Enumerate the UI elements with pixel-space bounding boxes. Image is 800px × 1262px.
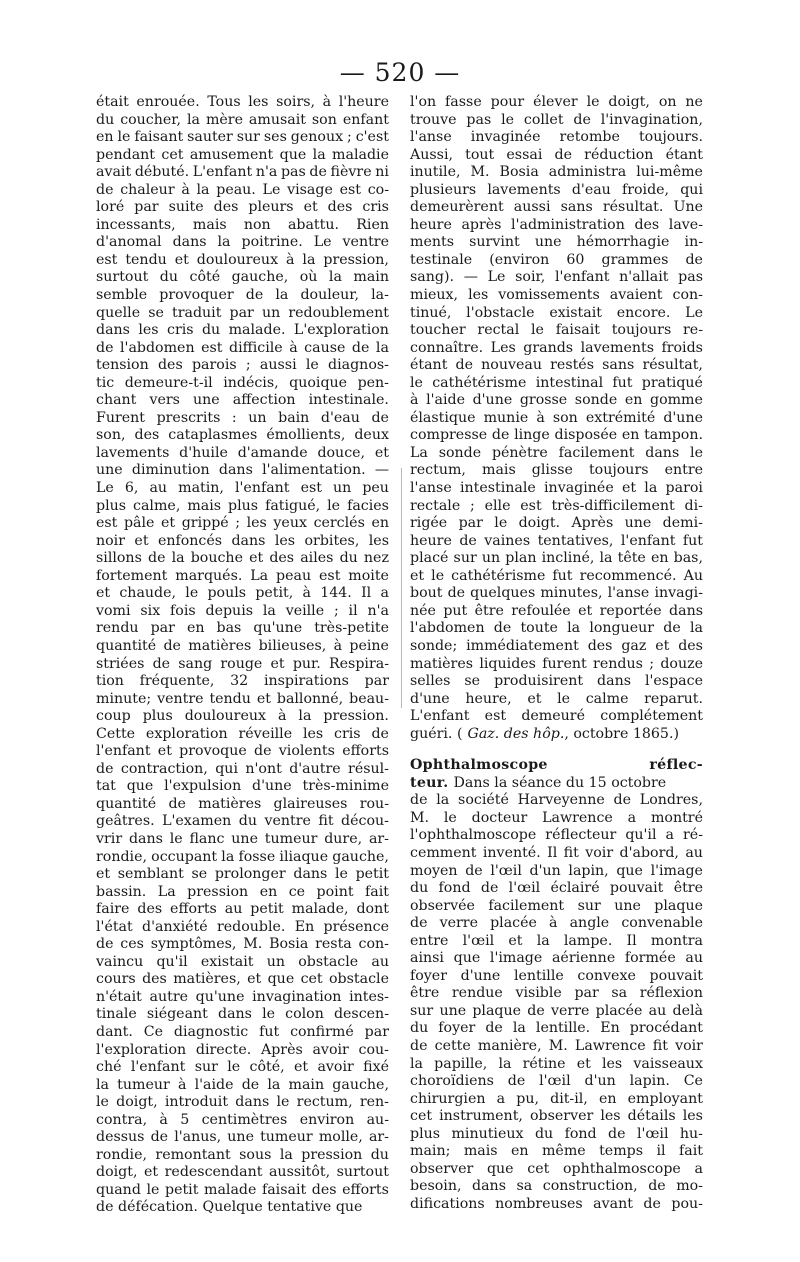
text-line: connaître. Les grands lavements froids [410, 339, 703, 356]
text-line: rendu par en bas qu'une très-petite [96, 620, 389, 637]
text-line: est pâle et grippé ; les yeux cerclés en [96, 515, 389, 532]
text-line: plusieurs lavements d'eau froide, qui [410, 181, 703, 198]
text-line: rectum, mais glisse toujours entre [410, 462, 703, 479]
text-line: ainsi que l'image aérienne formée au [410, 950, 703, 967]
text-line: l'abdomen de toute la longueur de la [410, 620, 703, 637]
text-line: foyer d'une lentille convexe pouvait [410, 967, 703, 984]
text-line: de chaleur à la peau. Le visage est co- [96, 181, 389, 198]
text-line: rondie, occupant la fosse iliaque gauche, [96, 848, 389, 865]
text-line: rondie, remontant sous la pression du [96, 1146, 389, 1163]
text-line: bassin. La pression en ce point fait [96, 883, 389, 900]
text-line: quelle se traduit par un redoublement [96, 304, 389, 321]
text-line: demeurèrent aussi sans résultat. Une [410, 199, 703, 216]
text-line: observée facilement sur une plaque [410, 897, 703, 914]
text-line: inutile, M. Bosia administra lui-même [410, 164, 703, 181]
text-line: une diminution dans l'alimentation. — [96, 462, 389, 479]
text-line: et chaude, le pouls petit, à 144. Il a [96, 585, 389, 602]
text-line: selles se produisirent dans l'espace [410, 673, 703, 690]
text-line: de la société Harveyenne de Londres, [410, 792, 703, 809]
text-line: et le cathétérisme fut recommencé. Au [410, 567, 703, 584]
text-line: l'anse intestinale invaginée et la paroi [410, 480, 703, 497]
text-line: tension des parois ; aussi le diagnos- [96, 357, 389, 374]
heading-title-part1: Ophthalmoscope [410, 757, 548, 774]
text-line: dans les cris du malade. L'exploration [96, 322, 389, 339]
text-line: élastique munie à son extrémité d'une [410, 409, 703, 426]
text-line: l'enfant et provoque de violents efforts [96, 743, 389, 760]
text-line: observer que cet ophthalmoscope a [410, 1160, 703, 1177]
text-line: quand le petit malade faisait des efforts [96, 1181, 389, 1198]
text-line: L'enfant est demeuré complétement [410, 708, 703, 725]
heading-lead-line [410, 775, 703, 793]
text-line: tat que l'expulsion d'une très-minime [96, 778, 389, 795]
text-line: l'on fasse pour élever le doigt, on ne [410, 94, 703, 110]
text-line: tinué, l'obstacle existait encore. Le [410, 304, 703, 321]
text-line: en le faisant sauter sur ses genoux ; c'est [96, 129, 389, 146]
citation-prefix: guéri. ( [410, 725, 463, 742]
text-line: La sonde pénètre facilement dans le [410, 444, 703, 461]
text-line: minute; ventre tendu et ballonné, beau- [96, 690, 389, 707]
text-line: Le 6, au matin, l'enfant est un peu [96, 480, 389, 497]
text-line: heure après l'administration des lave- [410, 216, 703, 233]
text-line: striées de sang rouge et pur. Respira- [96, 655, 389, 672]
text-line: l'état d'anxiété redouble. En présence [96, 918, 389, 935]
text-line: n'était autre qu'une invagination intes- [96, 988, 389, 1005]
section-heading [410, 757, 703, 775]
text-line: de défécation. Quelque tentative que [96, 1199, 363, 1216]
text-line: de contraction, qui n'ont d'autre résul- [96, 760, 389, 777]
heading-title-part3: teur. [410, 774, 449, 791]
text-line: sonde; immédiatement des gaz et des [410, 637, 703, 654]
text-line: entre l'œil et la lampe. Il montra [410, 932, 703, 949]
text-line: rigée par le doigt. Après une demi- [410, 515, 703, 532]
text-line: toucher rectal le faisait toujours re- [410, 322, 703, 339]
text-line: bout de quelques minutes, l'anse invagi- [410, 585, 703, 602]
text-line: tic demeure-t-il indécis, quoique pen- [96, 374, 389, 391]
text-line: ché l'enfant sur le côté, et avoir fixé [96, 1059, 389, 1076]
citation-suffix: , octobre 1865.) [564, 725, 679, 742]
text-line: difications nombreuses avant de pou- [410, 1195, 703, 1212]
text-line: cours des matières, et que cet obstacle [96, 971, 389, 988]
citation-source: Gaz. des hôp. [467, 725, 565, 742]
text-line: dant. Ce diagnostic fut confirmé par [96, 1023, 389, 1040]
text-line: fortement marqués. La peau est moite [96, 567, 389, 584]
text-line: faire des efforts au petit malade, dont [96, 901, 389, 918]
text-line: mieux, les vomissements avaient con- [410, 287, 703, 304]
text-line: surtout du côté gauche, où la main [96, 269, 389, 286]
text-line: tinale siégeant dans le colon descen- [96, 1006, 389, 1023]
text-line: avait débuté. L'enfant n'a pas de fièvre ni [96, 164, 389, 181]
text-line: loré par suite des pleurs et des cris [96, 199, 389, 216]
text-line: d'anomal dans la poitrine. Le ventre [96, 234, 389, 251]
text-line: geâtres. L'examen du ventre fit décou- [96, 813, 389, 830]
text-line: trouve pas le collet de l'invagination, [410, 111, 703, 128]
text-line: est tendu et douloureux à la pression, [96, 251, 389, 268]
text-line: et semblant se prolonger dans le petit [96, 866, 389, 883]
heading-title-part2: réflec- [649, 757, 703, 774]
text-line: vrir dans le flanc une tumeur dure, ar- [96, 830, 389, 847]
text-line: étant de nouveau restés sans résultat, [410, 357, 703, 374]
text-line: main; mais en même temps il fait [410, 1143, 703, 1160]
text-line: être rendue visible par sa réflexion [410, 985, 703, 1002]
text-line: Cette exploration réveille les cris de [96, 725, 389, 742]
text-line: incessants, mais non abattu. Rien [96, 216, 389, 233]
text-line: Furent prescrits : un bain d'eau de [96, 409, 389, 426]
text-line: quantité de matières glaireuses rou- [96, 795, 389, 812]
text-line: la papille, la rétine et les vaisseaux [410, 1055, 703, 1072]
text-line: sillons de la bouche et des ailes du nez [96, 550, 389, 567]
text-line: noir et enfoncés dans les orbites, les [96, 532, 389, 549]
text-line: quantité de matières bilieuses, à peine [96, 637, 389, 654]
text-line: du coucher, la mère amusait son enfant [96, 111, 389, 128]
text-line: choroïdiens de l'œil d'un lapin. Ce [410, 1073, 703, 1090]
text-line: le doigt, introduit dans le rectum, ren- [96, 1094, 389, 1111]
text-line: cemment inventé. Il fit voir d'abord, au [410, 844, 703, 861]
text-line: l'exploration directe. Après avoir cou- [96, 1041, 389, 1058]
text-line: l'ophthalmoscope réflecteur qu'il a ré- [410, 827, 703, 844]
text-line: son, des cataplasmes émollients, deux [96, 427, 389, 444]
left-column [96, 94, 389, 1217]
text-line: du fond de l'œil éclairé pouvait être [410, 880, 703, 897]
text-line: la tumeur à l'aide de la main gauche, [96, 1076, 389, 1093]
text-line: coup plus douloureux à la pression. [96, 708, 389, 725]
text-line: M. le docteur Lawrence a montré [410, 809, 703, 826]
text-line: testinale (environ 60 grammes de [410, 251, 703, 268]
text-line: semble provoquer de la douleur, la- [96, 287, 389, 304]
text-line: de verre placée à angle convenable [410, 915, 703, 932]
text-line: sang). — Le soir, l'enfant n'allait pas [410, 269, 703, 286]
right-column [410, 94, 703, 1213]
text-line: vomi six fois depuis la veille ; il n'a [96, 602, 389, 619]
heading-lead: Dans la séance du 15 octobre [453, 774, 667, 791]
text-line: d'une heure, et le calme reparut. [410, 690, 703, 707]
text-line: chant vers une affection intestinale. [96, 392, 389, 409]
text-line: doigt, et redescendant aussitôt, surtout [96, 1164, 389, 1181]
column-divider [401, 468, 402, 708]
text-line: heure de vaines tentatives, l'enfant fut [410, 532, 703, 549]
text-line: de ces symptômes, M. Bosia resta con- [96, 936, 389, 953]
citation-line [410, 726, 703, 744]
text-line: vaincu qu'il existait un obstacle au [96, 953, 389, 970]
text-line: compresse de linge disposée en tampon. [410, 427, 703, 444]
text-line: rectale ; elle est très-difficilement di- [410, 497, 703, 514]
text-line: née put être refoulée et reportée dans [410, 602, 703, 619]
text-line: le cathétérisme intestinal fut pratiqué [410, 374, 703, 391]
text-line: lavements d'huile d'amande douce, et [96, 444, 389, 461]
text-line: plus calme, mais plus fatigué, le facies [96, 497, 389, 514]
text-line: de l'abdomen est difficile à cause de la [96, 339, 389, 356]
text-line: matières liquides furent rendus ; douze [410, 655, 703, 672]
text-line: placé sur un plan incliné, la tête en bas, [410, 550, 703, 567]
text-line: à l'aide d'une grosse sonde en gomme [410, 392, 703, 409]
text-line: ments survint une hémorrhagie in- [410, 234, 703, 251]
text-line: sur une plaque de verre placée au delà [410, 1002, 703, 1019]
text-line: contra, à 5 centimètres environ au- [96, 1111, 389, 1128]
text-line: l'anse invaginée retombe toujours. [410, 129, 703, 146]
text-line: moyen de l'œil d'un lapin, que l'image [410, 862, 703, 879]
text-line: de cette manière, M. Lawrence fit voir [410, 1037, 703, 1054]
text-line: Aussi, tout essai de réduction étant [410, 146, 703, 163]
text-line: chirurgien a pu, dit-il, en employant [410, 1090, 703, 1107]
text-line: cet instrument, observer les détails les [410, 1108, 703, 1125]
text-line: du foyer de la lentille. En procédant [410, 1020, 703, 1037]
text-line: pendant cet amusement que la maladie [96, 146, 389, 163]
text-line: plus minutieux du fond de l'œil hu- [410, 1125, 703, 1142]
text-line: était enrouée. Tous les soirs, à l'heure [96, 94, 389, 110]
text-line: dessus de l'anus, une tumeur molle, ar- [96, 1129, 389, 1146]
page-number: — 520 — [339, 58, 461, 87]
text-line: besoin, dans sa construction, de mo- [410, 1178, 703, 1195]
text-line: tion fréquente, 32 inspirations par [96, 673, 389, 690]
